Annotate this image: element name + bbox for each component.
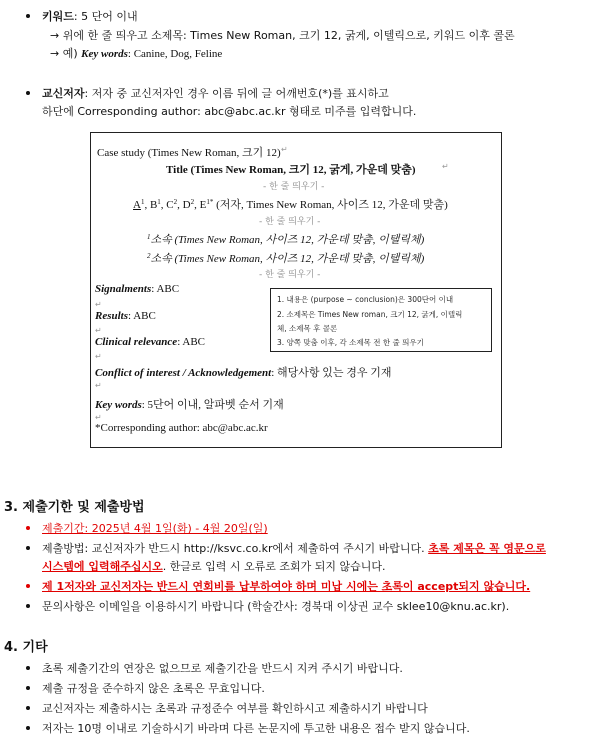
title-line: Title (Times New Roman, 크기 12, 굵게, 가운데 맞춤) xyxy=(166,164,416,176)
corresponding-line: *Corresponding author: abc@abc.ac.kr xyxy=(95,422,268,434)
affiliation-1 xyxy=(147,231,424,247)
misc-item: 교신저자는 제출하시는 초록과 규정준수 여부를 확인하시고 제출하시기 바랍니다 xyxy=(42,702,428,715)
misc-item: 초록 제출기간의 연장은 없으므로 제출기간을 반드시 지켜 주시기 바랍니다. xyxy=(42,662,403,675)
method-red-text: 초록 제목은 꼭 영문으로 xyxy=(428,542,546,555)
signalments-line xyxy=(95,283,179,295)
author-a: A xyxy=(133,199,141,211)
paragraph-mark: ↵ xyxy=(95,300,102,309)
paragraph-mark: ↵ xyxy=(95,413,102,422)
blank-line-note: - 한 줄 띄우기 - xyxy=(263,182,325,192)
bullet-dot xyxy=(26,666,30,670)
affiliation-text: 소속 (Times New Roman, 사이즈 12, 가운데 맞춤, 이탤릭체) xyxy=(150,234,425,246)
keywords-rule-sub2-prefix: → 예) xyxy=(50,47,82,60)
bullet-dot xyxy=(26,604,30,608)
signalments-label: Signalments xyxy=(95,283,152,295)
fee-line: 제 1저자와 교신저자는 반드시 연회비를 납부하여야 하며 미납 시에는 초록이 accept되지 않습니다. xyxy=(42,580,531,593)
bullet-dot xyxy=(26,14,30,18)
section4-heading: 4. 기타 xyxy=(4,640,48,655)
corresponding-rule-text: : 저자 중 교신저자인 경우 이름 뒤에 글 어깨번호(*)를 표시하고 xyxy=(84,87,389,100)
keywords-rule xyxy=(42,8,138,24)
bullet-dot xyxy=(26,546,30,550)
corresponding-rule-label: 교신저자 xyxy=(42,87,85,100)
keywords-rule-sub2 xyxy=(50,45,222,61)
bullet-dot xyxy=(26,91,30,95)
note-item: 2. 소제목은 Times New roman, 크기 12, 굵게, 이텔릭 xyxy=(277,310,463,319)
keywords-rule-sub2-label: Key words xyxy=(81,48,128,60)
author-sup: 2 xyxy=(173,198,178,206)
corresponding-rule xyxy=(42,85,389,101)
formatting-notes-box xyxy=(270,288,492,352)
conflict-label: Conflict of interest / Acknowledgement xyxy=(95,367,272,379)
case-study-line: Case study (Times New Roman, 크기 12) xyxy=(97,147,281,159)
method-red-text: 시스템에 입력해주십시오 xyxy=(42,560,163,573)
note-item: 1. 내용은 (purpose ~ conclusion)은 300단어 이내 xyxy=(277,295,454,304)
results-value: : ABC xyxy=(128,310,156,322)
keywords-value: : 5단어 이내, 알파벳 순서 기재 xyxy=(141,399,284,411)
paragraph-mark: ↵ xyxy=(95,381,102,390)
clinical-line xyxy=(95,336,205,348)
blank-line-note: - 한 줄 띄우기 - xyxy=(259,270,321,280)
bullet-dot xyxy=(26,526,30,530)
paragraph-mark: ↵ xyxy=(442,162,449,171)
author-e: , E xyxy=(194,199,207,211)
signalments-value: : ABC xyxy=(151,283,180,295)
keywords-line xyxy=(95,396,284,412)
authors-line xyxy=(133,196,448,212)
paragraph-mark: ↵ xyxy=(281,145,288,154)
method-text: 제출방법: 교신저자가 반드시 http://ksvc.co.kr에서 제출하여 주시기 바랍니다. xyxy=(42,542,425,555)
corresponding-rule-text2: 하단에 Corresponding author: abc@abc.ac.kr 형태로 미주를 입력합니다. xyxy=(42,105,417,118)
author-c: , C xyxy=(160,199,174,211)
keywords-rule-sub1: → 위에 한 줄 띄우고 소제목: Times New Roman, 크기 12, 굵게, 이텔릭으로, 키워드 이후 콜론 xyxy=(50,29,515,42)
note-item: 체, 소제목 후 콜론 xyxy=(277,324,338,333)
author-sup: 2 xyxy=(190,198,195,206)
bullet-dot xyxy=(26,706,30,710)
note-item: 3. 양쪽 맞춤 이후, 각 소제목 전 한 줄 띄우기 xyxy=(277,338,424,347)
author-b: , B xyxy=(144,199,158,211)
affiliation-text: 소속 (Times New Roman, 사이즈 12, 가운데 맞춤, 이탤릭체) xyxy=(150,253,425,265)
blank-line-note: - 한 줄 띄우기 - xyxy=(259,217,321,227)
author-sup: 1* xyxy=(206,198,214,206)
results-label: Results xyxy=(95,310,129,322)
results-line xyxy=(95,310,156,322)
bullet-dot xyxy=(26,584,30,588)
keywords-rule-sub2-text: : Canine, Dog, Feline xyxy=(127,48,223,60)
section3-heading: 3. 제출기한 및 제출방법 xyxy=(4,500,145,515)
method-line-1 xyxy=(42,540,546,556)
method-line-2 xyxy=(42,558,385,574)
conflict-value: : 해당사항 있는 경우 기재 xyxy=(271,367,392,379)
clinical-label: Clinical relevance xyxy=(95,336,178,348)
misc-item: 제출 규정을 준수하지 않은 초록은 무효입니다. xyxy=(42,682,265,695)
affiliation-sup: 1 xyxy=(147,233,151,241)
clinical-value: : ABC xyxy=(177,336,206,348)
affiliation-sup: 2 xyxy=(147,252,151,260)
authors-note: (저자, Times New Roman, 사이즈 12, 가운데 맞춤) xyxy=(213,199,448,211)
method-text: . 한글로 입력 시 오류로 조회가 되지 않습니다. xyxy=(162,560,386,573)
deadline-line: 제출기간: 2025년 4월 1일(화) - 4월 20일(일) xyxy=(42,522,268,535)
bullet-dot xyxy=(26,686,30,690)
paragraph-mark: ↵ xyxy=(95,352,102,361)
misc-item: 저자는 10명 이내로 기술하시기 바라며 다른 논문지에 투고한 내용은 접수 받지 않습니다. xyxy=(42,722,470,735)
author-d: , D xyxy=(177,199,191,211)
conflict-line xyxy=(95,364,392,380)
contact-line: 문의사항은 이메일을 이용하시기 바랍니다 (학술간사: 경북대 이상권 교수 sklee10@knu.ac.kr). xyxy=(42,600,510,613)
author-sup: 1 xyxy=(157,198,161,206)
bullet-dot xyxy=(26,726,30,730)
affiliation-2 xyxy=(147,250,424,266)
paragraph-mark: ↵ xyxy=(95,326,102,335)
keywords-rule-label: 키워드 xyxy=(42,10,74,23)
author-sup: 1 xyxy=(140,198,145,206)
keywords-label: Key words xyxy=(95,399,142,411)
keywords-rule-text: : 5 단어 이내 xyxy=(73,10,138,23)
